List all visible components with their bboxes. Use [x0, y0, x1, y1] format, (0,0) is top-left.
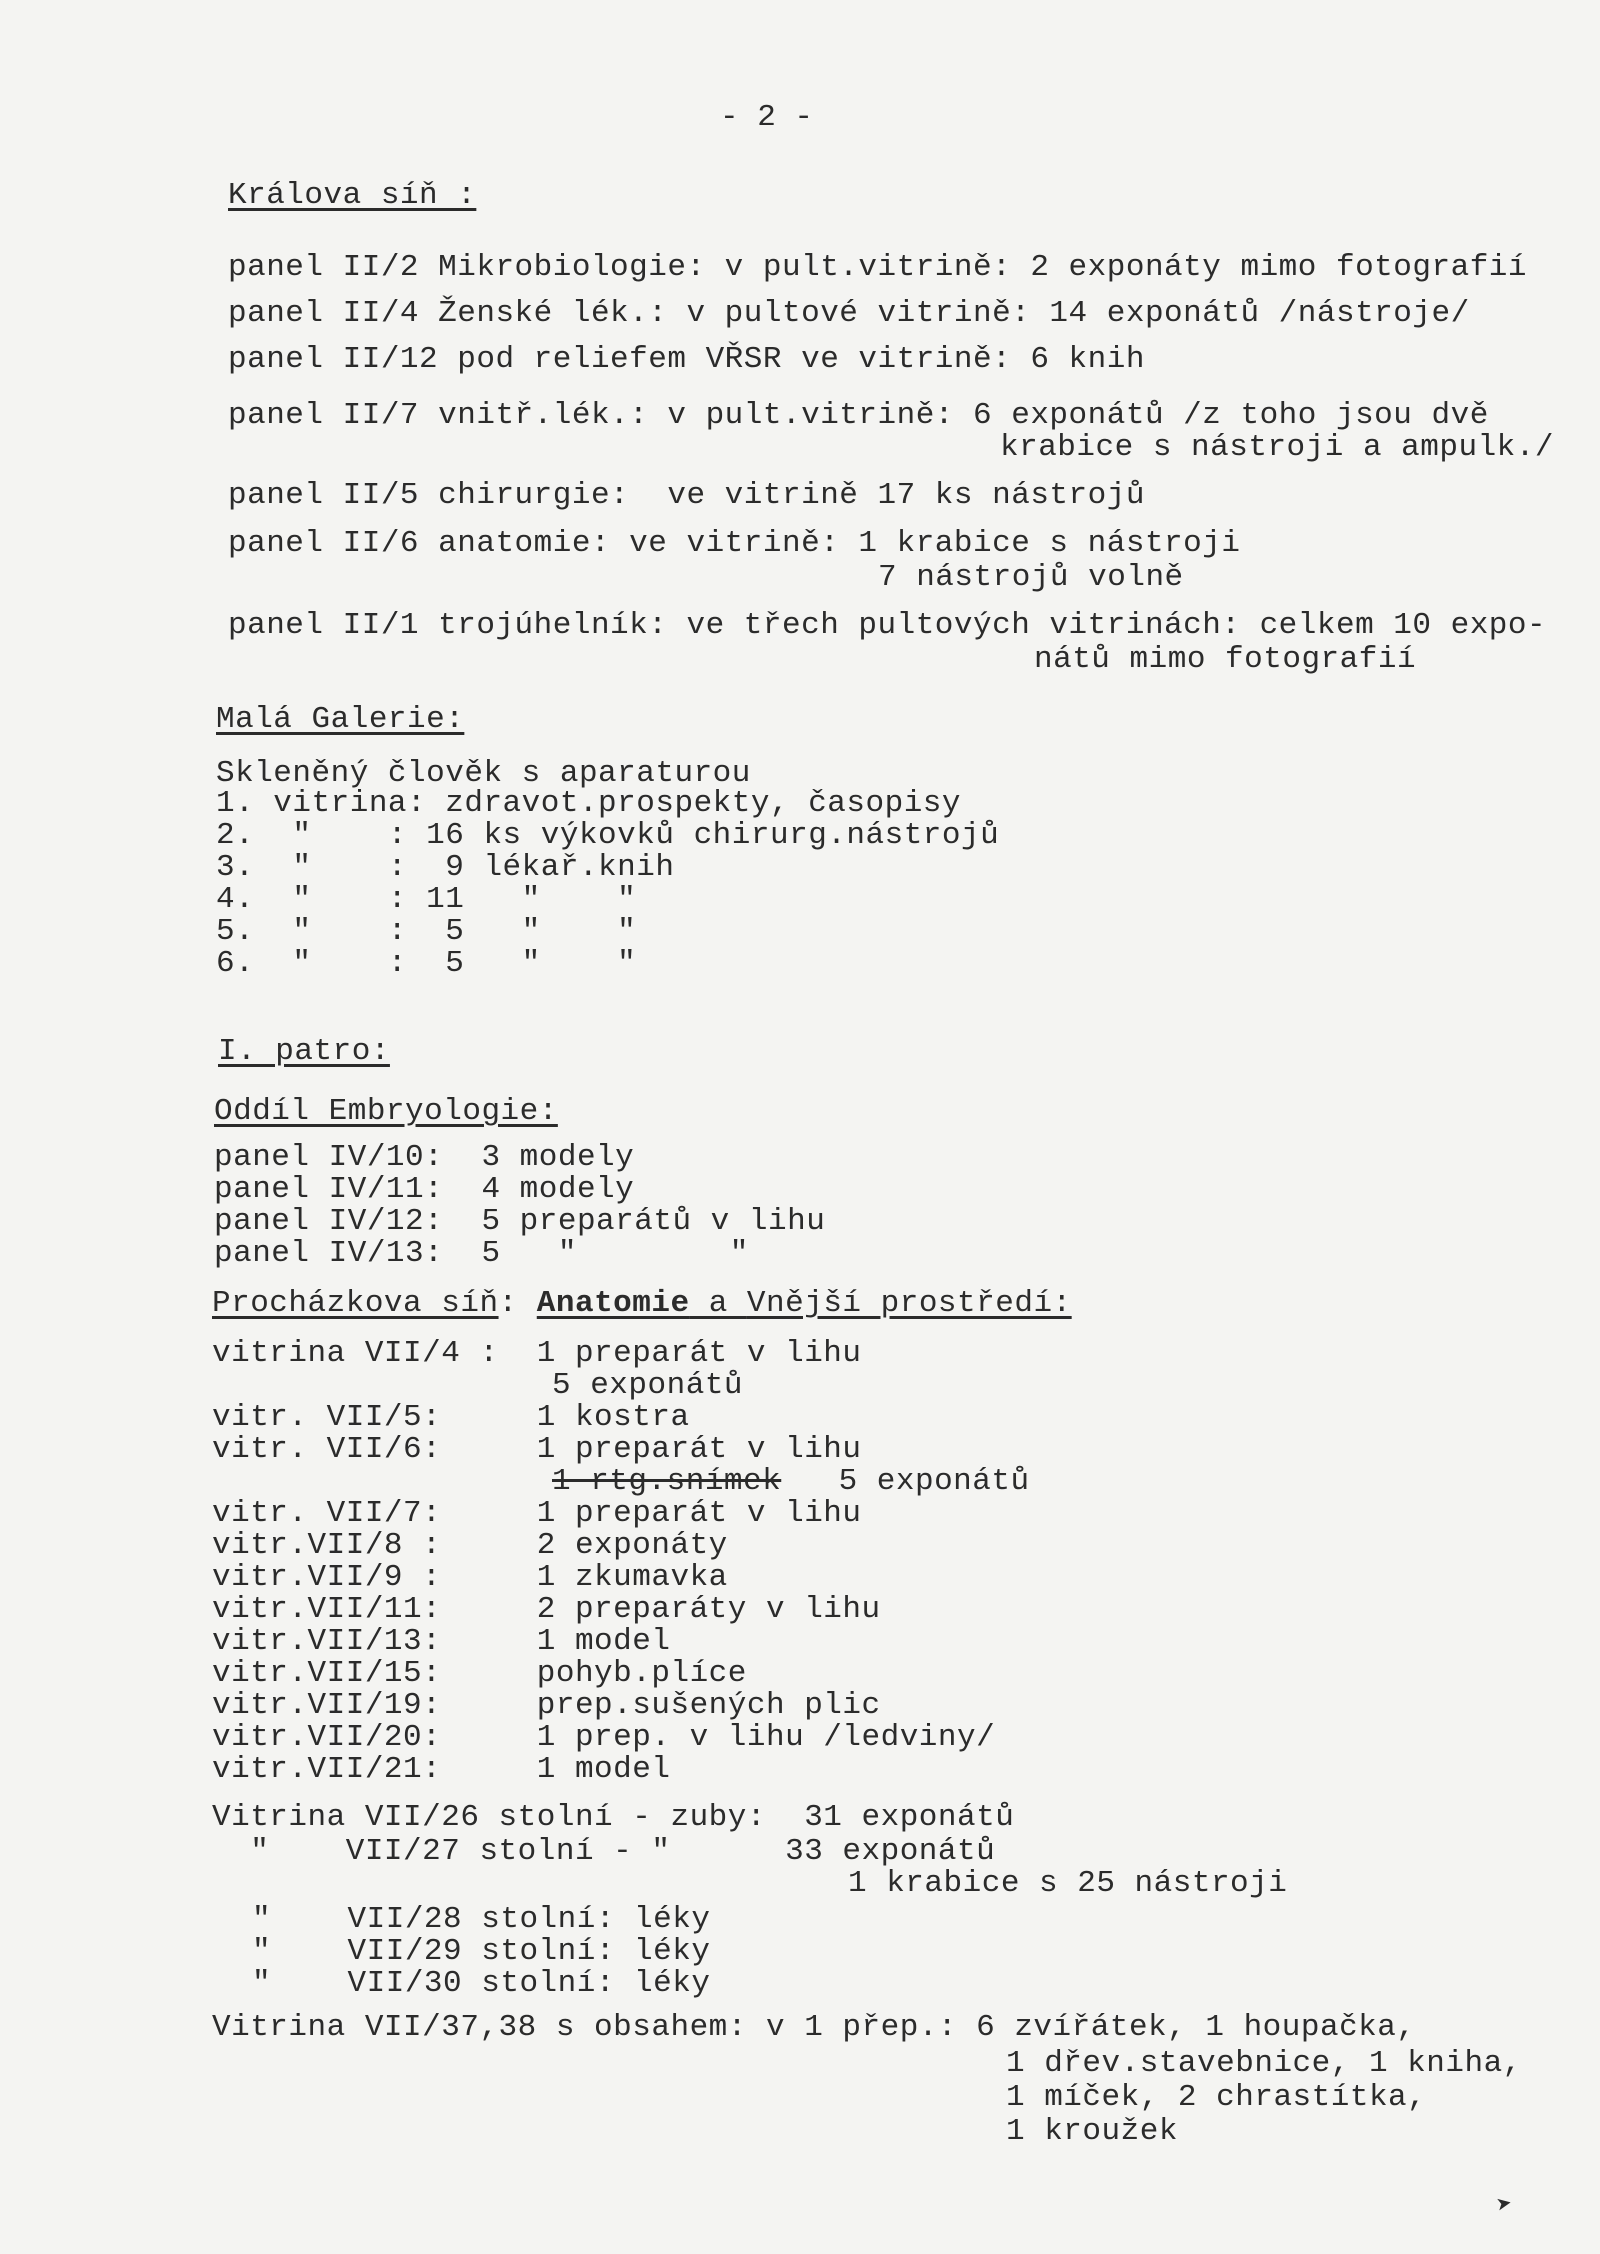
text-line: " VII/30 stolní: léky [252, 1966, 711, 2001]
text-line: vitr. VII/5: 1 kostra [212, 1400, 690, 1435]
text-line: vitrina VII/4 : 1 preparát v lihu [212, 1336, 862, 1371]
text-line: panel II/1 trojúhelník: ve třech pultových vitrinách: celkem 10 expo- [228, 608, 1547, 643]
text-line: panel II/7 vnitř.lék.: v pult.vitrině: 6 exponátů /z toho jsou dvě [228, 398, 1489, 433]
heading-part: a [689, 1286, 747, 1321]
heading-mala-galerie: Malá Galerie: [216, 702, 465, 737]
text-line: 5 exponátů [552, 1368, 744, 1403]
heading-part: Anatomie [536, 1286, 690, 1321]
text-line: panel IV/12: 5 preparátů v lihu [214, 1204, 826, 1239]
text-line: nátů mimo fotografií [1034, 642, 1417, 677]
text-line: " VII/29 stolní: léky [252, 1934, 711, 1969]
text-line: panel IV/10: 3 modely [214, 1140, 635, 1175]
text-line: 1 míček, 2 chrastítka, [1006, 2080, 1427, 2115]
text-line: vitr.VII/9 : 1 zkumavka [212, 1560, 728, 1595]
heading-prochazkova-sin [212, 1286, 1072, 1322]
heading-colon: : [498, 1286, 537, 1321]
text-line: 7 nástrojů volně [878, 560, 1184, 595]
text-line: 1 dřev.stavebnice, 1 kniha, [1006, 2046, 1522, 2081]
text-line: panel IV/11: 4 modely [214, 1172, 635, 1207]
heading-part: Procházkova síň [212, 1286, 499, 1321]
text-line: panel II/4 Ženské lék.: v pultové vitrině: 14 exponátů /nástroje/ [228, 296, 1470, 331]
text-line: " VII/27 stolní - " 33 exponátů [212, 1834, 996, 1869]
text-line: 6. " : 5 " " [216, 946, 637, 981]
text-line: 3. " : 9 lékař.knih [216, 850, 675, 885]
text-line: 1. vitrina: zdravot.prospekty, časopisy [216, 786, 962, 821]
heading-part: Vnější prostředí: [746, 1286, 1072, 1321]
corner-arrow-icon: ➤ [1494, 2189, 1516, 2223]
text-line: vitr.VII/21: 1 model [212, 1752, 671, 1787]
heading-kralova-sin: Králova síň : [228, 178, 477, 213]
text-line: 1 krabice s 25 nástroji [848, 1866, 1288, 1901]
text-line [552, 1464, 1030, 1500]
text-line: 4. " : 11 " " [216, 882, 637, 917]
text-line: panel II/12 pod reliefem VŘSR ve vitrině: 6 knih [228, 342, 1145, 377]
struck-text: 1 rtg.snímek [552, 1464, 782, 1499]
text-line: vitr.VII/19: prep.sušených plic [212, 1688, 881, 1723]
text-line: vitr. VII/7: 1 preparát v lihu [212, 1496, 862, 1531]
heading-i-patro: I. patro: [218, 1034, 390, 1069]
text-line: panel II/6 anatomie: ve vitrině: 1 krabice s nástroji [228, 526, 1241, 561]
text-line: vitr.VII/20: 1 prep. v lihu /ledviny/ [212, 1720, 996, 1755]
text-line: vitr.VII/15: pohyb.plíce [212, 1656, 747, 1691]
text-line: 5. " : 5 " " [216, 914, 637, 949]
text-line: Vitrina VII/37,38 s obsahem: v 1 přep.: 6 zvířátek, 1 houpačka, [212, 2010, 1416, 2045]
text-fragment: 5 exponátů [838, 1464, 1030, 1499]
text-line: 1 kroužek [1006, 2114, 1178, 2149]
text-line: vitr.VII/13: 1 model [212, 1624, 671, 1659]
text-line: vitr.VII/11: 2 preparáty v lihu [212, 1592, 881, 1627]
text-line: vitr. VII/6: 1 preparát v lihu [212, 1432, 862, 1467]
heading-oddil-embryologie: Oddíl Embryologie: [214, 1094, 558, 1129]
text-line: vitr.VII/8 : 2 exponáty [212, 1528, 728, 1563]
text-line: panel II/5 chirurgie: ve vitrině 17 ks nástrojů [228, 478, 1145, 513]
text-line: " VII/28 stolní: léky [252, 1902, 711, 1937]
text-line: Vitrina VII/26 stolní - zuby: 31 exponátů [212, 1800, 1015, 1835]
text-line: Skleněný člověk s aparaturou [216, 756, 751, 791]
text-line: 2. " : 16 ks výkovků chirurg.nástrojů [216, 818, 1000, 853]
page-number: - 2 - [720, 100, 814, 135]
text-line: panel II/2 Mikrobiologie: v pult.vitrině: 2 exponáty mimo fotografií [228, 250, 1528, 285]
text-line: krabice s nástroji a ampulk./ [1000, 430, 1554, 465]
text-line: panel IV/13: 5 " " [214, 1236, 749, 1271]
